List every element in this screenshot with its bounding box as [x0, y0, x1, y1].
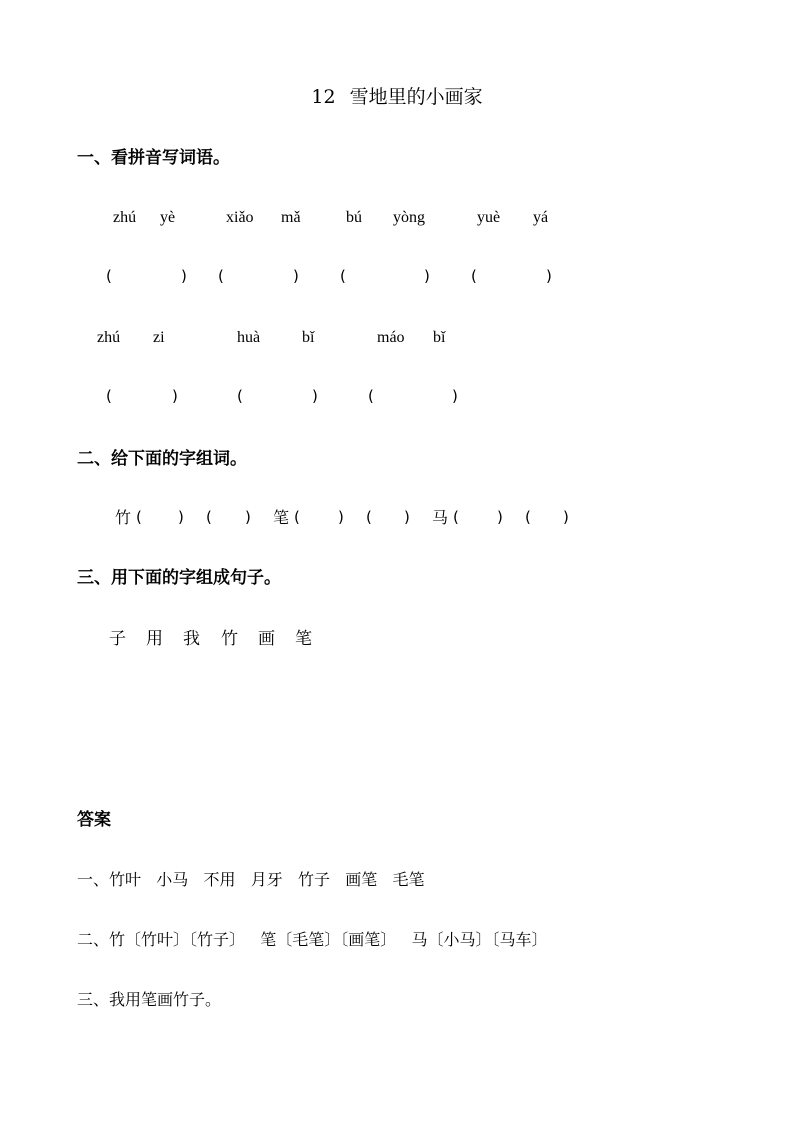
- answer-blank-close: ): [497, 508, 503, 526]
- answer-blank-close: ): [546, 267, 552, 285]
- answers-heading: 答案: [77, 810, 111, 830]
- answer-blank-open: (: [106, 267, 112, 285]
- pinyin-item: zhú: [97, 329, 121, 346]
- sentence-char: 我: [183, 629, 200, 649]
- answer-blank-open: (: [294, 508, 300, 526]
- pinyin-item: zhú: [113, 209, 137, 226]
- answer-blank-close: ): [245, 508, 251, 526]
- answer-blank-open: (: [366, 508, 372, 526]
- pinyin-item: bú: [346, 209, 362, 226]
- pinyin-item: xiǎo: [226, 209, 254, 226]
- answer-blank-close: ): [404, 508, 410, 526]
- page-title: [0, 88, 794, 107]
- answer-blank-open: (: [368, 387, 374, 405]
- group-char-zhu: 竹: [115, 508, 132, 527]
- section1-heading: 一、看拼音写词语。: [77, 148, 230, 168]
- answer-blank-close: ): [178, 508, 184, 526]
- answer-line-2: 二、竹〔竹叶〕〔竹子〕 笔〔毛笔〕〔画笔〕 马〔小马〕〔马车〕: [77, 930, 548, 949]
- pinyin-item: yòng: [393, 209, 425, 226]
- answer-blank-open: (: [206, 508, 212, 526]
- pinyin-item: bǐ: [302, 329, 315, 346]
- answer-blank-close: ): [312, 387, 318, 405]
- pinyin-item: máo: [377, 329, 405, 346]
- lesson-number: 12: [311, 86, 336, 108]
- section2-heading: 二、给下面的字组词。: [77, 449, 247, 469]
- answer-line-1: 一、竹叶 小马 不用 月牙 竹子 画笔 毛笔: [77, 870, 425, 889]
- answer-blank-open: (: [471, 267, 477, 285]
- pinyin-item: yuè: [477, 209, 501, 226]
- pinyin-item: huà: [237, 329, 261, 346]
- lesson-title: 雪地里的小画家: [349, 86, 483, 108]
- section3-heading: 三、用下面的字组成句子。: [77, 568, 281, 588]
- pinyin-item: yá: [533, 209, 549, 226]
- answer-blank-close: ): [452, 387, 458, 405]
- answer-blank-open: (: [218, 267, 224, 285]
- answer-blank-close: ): [172, 387, 178, 405]
- pinyin-item: zi: [153, 329, 165, 346]
- sentence-char: 笔: [295, 629, 312, 649]
- answer-blank-close: ): [293, 267, 299, 285]
- answer-blank-open: (: [453, 508, 459, 526]
- answer-blank-close: ): [338, 508, 344, 526]
- group-char-bi: 笔: [273, 508, 290, 527]
- answer-blank-open: (: [340, 267, 346, 285]
- group-char-ma: 马: [432, 508, 449, 527]
- sentence-char: 用: [146, 629, 163, 649]
- pinyin-item: yè: [160, 209, 176, 226]
- answer-blank-open: (: [106, 387, 112, 405]
- sentence-char: 竹: [221, 629, 238, 649]
- answer-blank-open: (: [237, 387, 243, 405]
- pinyin-item: mǎ: [281, 209, 301, 226]
- answer-line-3: 三、我用笔画竹子。: [77, 990, 222, 1009]
- sentence-char: 画: [258, 629, 275, 649]
- answer-blank-open: (: [525, 508, 531, 526]
- pinyin-item: bǐ: [433, 329, 446, 346]
- answer-blank-close: ): [563, 508, 569, 526]
- answer-blank-close: ): [181, 267, 187, 285]
- answer-blank-close: ): [424, 267, 430, 285]
- answer-blank-open: (: [136, 508, 142, 526]
- sentence-char: 子: [109, 629, 126, 649]
